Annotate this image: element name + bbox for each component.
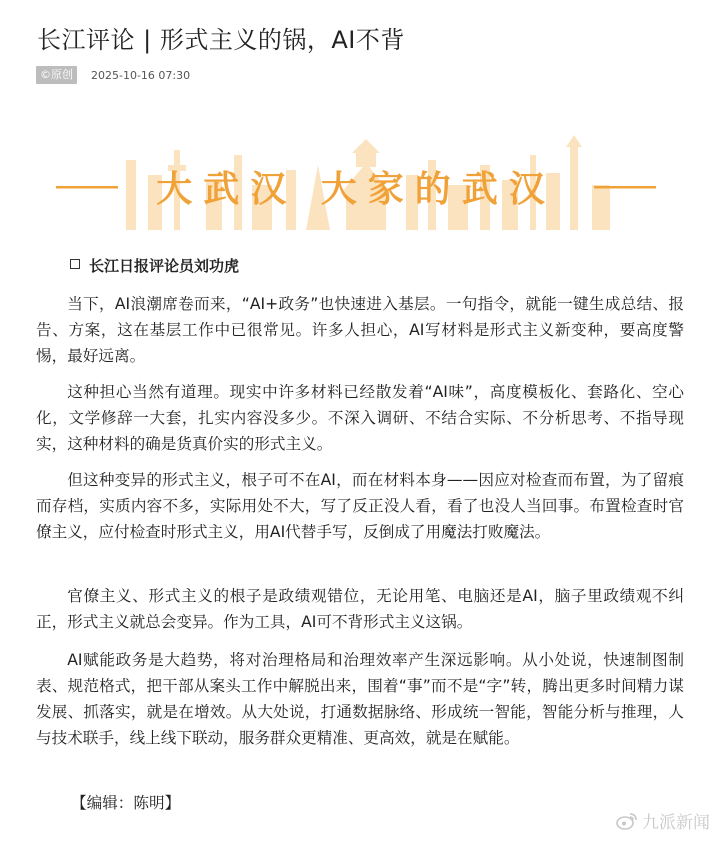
banner-slogan: 大武汉 大家的武汉 [156, 169, 556, 210]
square-bullet-icon [70, 259, 80, 269]
publish-time: 2025-10-16 07:30 [91, 68, 191, 82]
article-title: 长江评论 | 形式主义的锅，AI不背 [37, 26, 405, 54]
weibo-icon [616, 812, 638, 830]
city-banner [56, 135, 656, 235]
source-watermark [616, 808, 710, 833]
original-badge: ©原创 [36, 66, 77, 84]
editor-credit: 【编辑：陈明】 [71, 794, 181, 812]
skyline-illustration [56, 135, 656, 235]
byline-text: 长江日报评论员刘功虎 [89, 257, 240, 275]
paragraph-4: 官僚主义、形式主义的根子是政绩观错位，无论用笔、电脑还是AI，脑子里政绩观不纠正，形式主义就总会变异。作为工具，AI可不背形式主义这锅。 [36, 587, 684, 631]
author-byline [70, 255, 239, 276]
article-meta [36, 66, 190, 84]
watermark-text: 九派新闻 [642, 813, 710, 833]
paragraph-2: 这种担心当然有道理。现实中许多材料已经散发着“AI味”，高度模板化、套路化、空心化，文学修辞一大套，扎实内容没多少。不深入调研、不结合实际、不分析思考、不指导现实，这种材料的确是货真价实的形式主义。 [36, 383, 684, 453]
paragraph-3: 但这种变异的形式主义，根子可不在AI，而在材料本身——因应对检查而布置，为了留痕而存档，实质内容不多，实际用处不大，写了反正没人看，看了也没人当回事。布置检查时官僚主义，应付检查时形式主义，用AI代替手写，反倒成了用魔法打败魔法。 [36, 471, 684, 541]
paragraph-5: AI赋能政务是大趋势，将对治理格局和治理效率产生深远影响。从小处说，快速制图制表、规范格式，把干部从案头工作中解脱出来，围着“事”而不是“字”转，腾出更多时间精力谋发展、抓落实，就是在增效。从大处说，打通数据脉络、形成统一智能，智能分析与推理，人与技术联手，线上线下联动，服务群众更精准、更高效，就是在赋能。 [36, 651, 684, 747]
paragraph-1: 当下，AI浪潮席卷而来，“AI+政务”也快速进入基层。一句指令，就能一键生成总结、报告、方案，这在基层工作中已很常见。许多人担心，AI写材料是形式主义新变种，要高度警惕，最好远离。 [36, 295, 684, 365]
